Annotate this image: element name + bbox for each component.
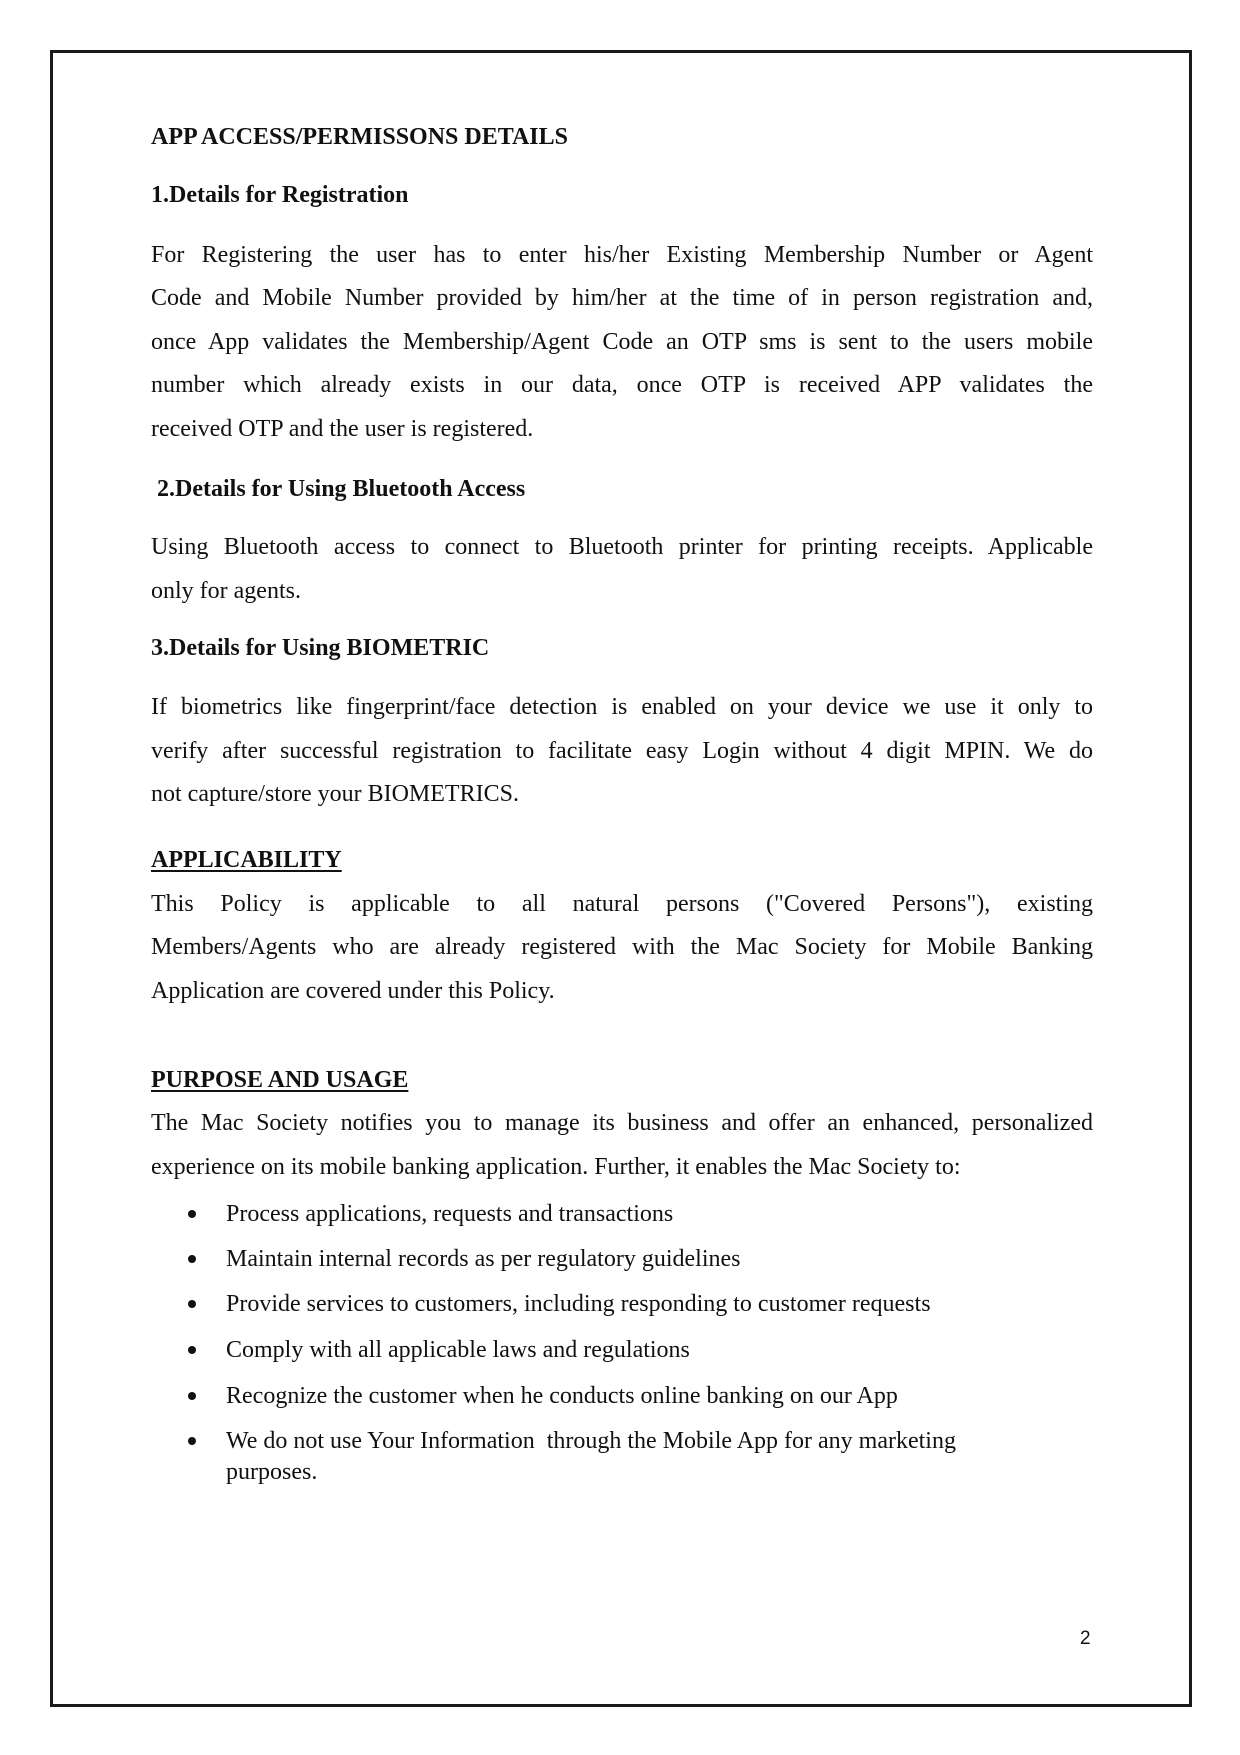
list-item-text: Comply with all applicable laws and regulations	[226, 1337, 690, 1363]
list-item-text: Process applications, requests and transactions	[226, 1201, 674, 1227]
paragraph-line: Code and Mobile Number provided by him/her at the time of in person registration and,	[151, 285, 1093, 311]
document-title: APP ACCESS/PERMISSONS DETAILS	[151, 124, 568, 150]
section-heading-applicability: APPLICABILITY	[151, 847, 342, 873]
list-item	[151, 1244, 1093, 1274]
page-number: 2	[1080, 1628, 1091, 1649]
paragraph-line: This Policy is applicable to all natural persons ("Covered Persons"), existing	[151, 891, 1093, 917]
paragraph-line: number which already exists in our data, once OTP is received APP validates the	[151, 372, 1093, 398]
list-item	[151, 1335, 1093, 1365]
paragraph-line: For Registering the user has to enter his/her Existing Membership Number or Agent	[151, 242, 1093, 268]
list-item	[151, 1426, 1093, 1456]
paragraph-line: received OTP and the user is registered.	[151, 416, 534, 442]
bullet-icon	[188, 1300, 196, 1308]
paragraph-line: Application are covered under this Policy.	[151, 978, 555, 1004]
paragraph-line: only for agents.	[151, 578, 301, 604]
paragraph-line: once App validates the Membership/Agent Code an OTP sms is sent to the users mobile	[151, 329, 1093, 355]
list-item-text: Recognize the customer when he conducts online banking on our App	[226, 1383, 898, 1409]
paragraph-line: If biometrics like fingerprint/face detection is enabled on your device we use it only to	[151, 694, 1093, 720]
bullet-icon	[188, 1255, 196, 1263]
paragraph-line: Members/Agents who are already registered with the Mac Society for Mobile Banking	[151, 934, 1093, 960]
paragraph-line: Using Bluetooth access to connect to Bluetooth printer for printing receipts. Applicable	[151, 534, 1093, 560]
bullet-icon	[188, 1210, 196, 1218]
list-item-text: We do not use Your Information through the Mobile App for any marketing	[226, 1428, 956, 1454]
list-item-text: Provide services to customers, including responding to customer requests	[226, 1291, 931, 1317]
paragraph-line: experience on its mobile banking application. Further, it enables the Mac Society to:	[151, 1154, 961, 1180]
list-item-text: Maintain internal records as per regulatory guidelines	[226, 1246, 741, 1272]
bullet-icon	[188, 1346, 196, 1354]
section-heading-registration: 1.Details for Registration	[151, 182, 409, 208]
list-item-continuation: purposes.	[226, 1459, 318, 1485]
bullet-icon	[188, 1437, 196, 1445]
bullet-icon	[188, 1392, 196, 1400]
section-heading-bluetooth: 2.Details for Using Bluetooth Access	[151, 476, 526, 502]
list-item	[151, 1381, 1093, 1411]
section-heading-biometric: 3.Details for Using BIOMETRIC	[151, 635, 490, 661]
section-heading-purpose: PURPOSE AND USAGE	[151, 1067, 409, 1093]
paragraph-line: verify after successful registration to facilitate easy Login without 4 digit MPIN. We do	[151, 738, 1093, 764]
list-item	[151, 1199, 1093, 1229]
paragraph-line: The Mac Society notifies you to manage its business and offer an enhanced, personalized	[151, 1110, 1093, 1136]
paragraph-line: not capture/store your BIOMETRICS.	[151, 781, 519, 807]
list-item	[151, 1289, 1093, 1319]
